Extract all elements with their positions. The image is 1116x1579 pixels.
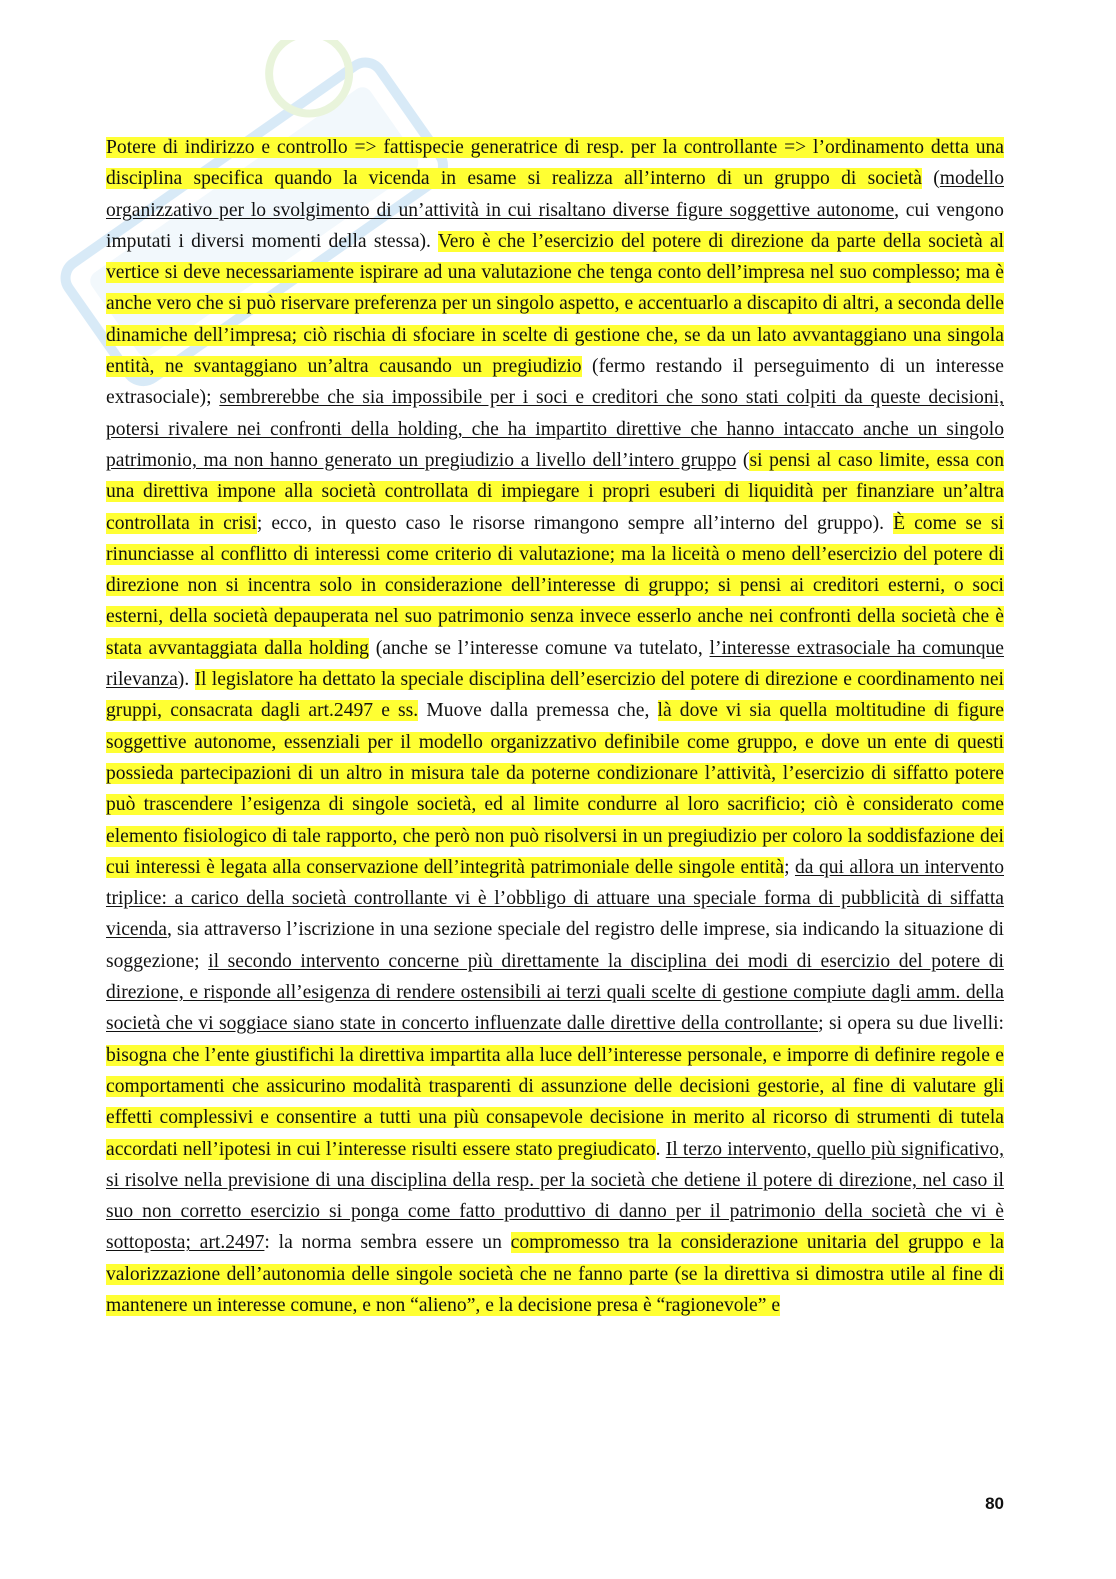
plain-text: (fermo restando il perseguimento di un interesse extrasociale); (106, 356, 1005, 409)
document-paragraph (106, 132, 1004, 1321)
highlighted-text: bisogna che l’ente giustifichi la direttiva impartita alla luce dell’interesse personale, e imporre di definire regole e comportamenti che assicurino modalità trasparenti di assunzione delle decisioni gestorie, al fine di valutare gli effetti complessivi e consentire a tutti una più consapevole decisione in merito al ricorso di strumenti di tutela accordati nell’ipotesi in cui l’interesse risulti essere stato pregiudicato (106, 1044, 1004, 1160)
plain-text: ; si opera su due livelli: (818, 1013, 1004, 1035)
plain-text: : la norma sembra essere un (264, 1232, 511, 1254)
highlighted-text: È come se si rinunciasse al conflitto di interessi come criterio di valutazione; ma la liceità o meno dell’esercizio del potere di direzione non si incentra solo in considerazione dell’interesse di gruppo; si pensi ai creditori esterni, o soci esterni, della società depauperata nel suo patrimonio senza invece esserlo anche nei confronti della società che è stata avvantaggiata dalla holding (106, 512, 1004, 659)
underlined-text: modello organizzativo per lo svolgimento di un’attività in cui risaltano diverse figure soggettive autonome (106, 168, 1004, 221)
underlined-text: sembrerebbe che sia impossibile per i soci e creditori che sono stati colpiti da queste decisioni, potersi rivalere nei confronti della holding, che ha impartito direttive che hanno intaccato anche un singolo patrimonio, ma non hanno generato un pregiudizio a livello dell’intero gruppo (106, 387, 1004, 471)
page-number: 80 (985, 1494, 1004, 1513)
underlined-text: Il terzo intervento, quello più significativo, si risolve nella previsione di una disciplina della resp. per la società che detiene il potere di direzione, nel caso il suo non corretto esercizio si ponga come fatto produttivo di danno per il patrimonio della società che vi è sottoposta; art.2497 (106, 1138, 1004, 1254)
plain-text: ; ecco, in questo caso le risorse rimangono sempre all’interno del gruppo). (256, 512, 894, 534)
highlighted-text: compromesso tra la considerazione unitaria del gruppo e la valorizzazione dell’autonomia delle singole società che ne fanno parte (se la direttiva si dimostra utile al fine di mantenere un interesse comune, e non “alieno”, e la decisione presa è “ragionevole” e (106, 1232, 1004, 1316)
highlighted-text: si pensi al caso limite, essa con una direttiva impone alla società controllata di impiegare i propri esuberi di liquidità per finanziare un’altra controllata in crisi (106, 449, 1004, 534)
plain-text: (anche se l’interesse comune va tutelato, (368, 637, 710, 659)
plain-text: , sia attraverso l’iscrizione in una sezione speciale del registro delle imprese, sia indicando la situazione di soggezione; (106, 919, 1004, 972)
highlighted-text: Il legislatore ha dettato la speciale disciplina dell’esercizio del potere di direzione e coordinamento nei gruppi, consacrata dagli art.2497 e ss. (106, 669, 1004, 722)
highlighted-text: Vero è che l’esercizio del potere di direzione da parte della società al vertice si deve necessariamente ispirare ad una valutazione che tenga conto dell’impresa nel suo complesso; ma è anche vero che si può riservare preferenza per un singolo aspetto, e accentuarlo a discapito di altri, a seconda delle dinamiche dell’impresa; ciò rischia di sfociare in scelte di gestione che, se da un lato avvantaggiano una singola entità, ne svantaggiano un’altra causando un pregiudizio (106, 230, 1004, 378)
plain-text: Muove dalla premessa che, (418, 700, 658, 722)
underlined-text: il secondo intervento concerne più direttamente la disciplina dei modi di esercizio del potere di direzione, e risponde all’esigenza di rendere ostensibili ai terzi quali scelte di gestione compiute dagli amm. della società che vi soggiace siano state in concerto influenzate dalle direttive della controllante (106, 950, 1004, 1035)
plain-text: , cui vengono imputati i diversi momenti della stessa). (106, 199, 1004, 252)
plain-text: ( (921, 168, 940, 190)
plain-text: ; (784, 856, 795, 878)
plain-text: . (655, 1138, 666, 1160)
plain-text: ). (177, 669, 195, 691)
highlighted-text: Potere di indirizzo e controllo => fattispecie generatrice di resp. per la controllante => l’ordinamento detta una disciplina specifica quando la vicenda in esame si realizza all’interno di un gruppo di società (106, 137, 1004, 190)
plain-text: ( (736, 449, 750, 471)
underlined-text: l’interesse extrasociale ha comunque rilevanza (106, 637, 1004, 691)
underlined-text: da qui allora un intervento triplice: a carico della società controllante vi è l’obbligo di attuare una speciale forma di pubblicità di siffatta vicenda (106, 856, 1004, 941)
highlighted-text: là dove vi sia quella moltitudine di figure soggettive autonome, essenziali per il modello organizzativo definibile come gruppo, e dove un ente di questi possieda partecipazioni di un altro in misura tale da poterne condizionare l’attività, l’esercizio di siffatto potere può trascendere l’esigenza di singole società, ed al limite condurre al loro sacrificio; ciò è considerato come elemento fisiologico di tale rapporto, che però non può risolversi in un pregiudizio per coloro la soddisfazione dei cui interessi è legata alla conservazione dell’integrità patrimoniale delle singole entità (106, 700, 1004, 878)
